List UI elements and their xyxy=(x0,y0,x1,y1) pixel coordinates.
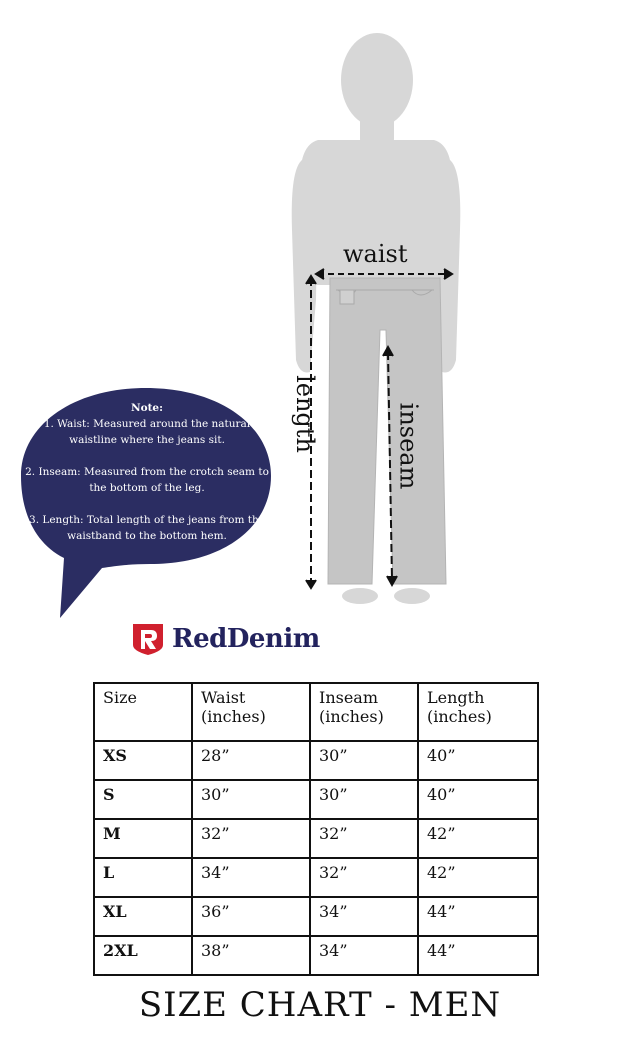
inseam-cell: 30” xyxy=(310,741,418,780)
header-size: Size xyxy=(94,683,192,741)
size-cell: XS xyxy=(94,741,192,780)
note-item-waist: 1. Waist: Measured around the natural waistline where the jeans sit. xyxy=(43,418,251,446)
waist-cell: 32” xyxy=(192,819,310,858)
brand-logo-icon xyxy=(130,621,166,657)
note-title: Note: xyxy=(130,402,163,414)
inseam-cell: 32” xyxy=(310,858,418,897)
size-cell: XL xyxy=(94,897,192,936)
header-inseam: Inseam (inches) xyxy=(310,683,418,741)
inseam-cell: 34” xyxy=(310,897,418,936)
table-row xyxy=(94,897,538,936)
waist-cell: 38” xyxy=(192,936,310,975)
table-row xyxy=(94,858,538,897)
inseam-cell: 34” xyxy=(310,936,418,975)
size-cell: L xyxy=(94,858,192,897)
waist-cell: 34” xyxy=(192,858,310,897)
page-title: SIZE CHART - MEN xyxy=(138,985,502,1025)
inseam-cell: 30” xyxy=(310,780,418,819)
table-row xyxy=(94,741,538,780)
brand xyxy=(130,621,320,657)
length-cell: 42” xyxy=(418,858,538,897)
length-cell: 44” xyxy=(418,897,538,936)
size-cell: 2XL xyxy=(94,936,192,975)
table-header-row xyxy=(94,683,538,741)
length-cell: 44” xyxy=(418,936,538,975)
waist-cell: 30” xyxy=(192,780,310,819)
table-row xyxy=(94,936,538,975)
note-item-length: 3. Length: Total length of the jeans from the waistband to the bottom hem. xyxy=(29,514,265,542)
jeans xyxy=(328,278,446,584)
inseam-cell: 32” xyxy=(310,819,418,858)
size-cell: M xyxy=(94,819,192,858)
header-waist: Waist (inches) xyxy=(192,683,310,741)
length-label: length xyxy=(290,375,319,453)
waist-cell: 36” xyxy=(192,897,310,936)
length-cell: 42” xyxy=(418,819,538,858)
waist-label: waist xyxy=(343,240,408,268)
brand-name: RedDenim xyxy=(172,624,320,654)
table-row xyxy=(94,819,538,858)
header-length: Length (inches) xyxy=(418,683,538,741)
note-text xyxy=(22,400,272,560)
size-table xyxy=(93,682,539,976)
length-cell: 40” xyxy=(418,741,538,780)
size-cell: S xyxy=(94,780,192,819)
inseam-label: inseam xyxy=(394,402,423,490)
table-row xyxy=(94,780,538,819)
note-item-inseam: 2. Inseam: Measured from the crotch seam to the bottom of the leg. xyxy=(25,466,269,494)
length-cell: 40” xyxy=(418,780,538,819)
waist-cell: 28” xyxy=(192,741,310,780)
